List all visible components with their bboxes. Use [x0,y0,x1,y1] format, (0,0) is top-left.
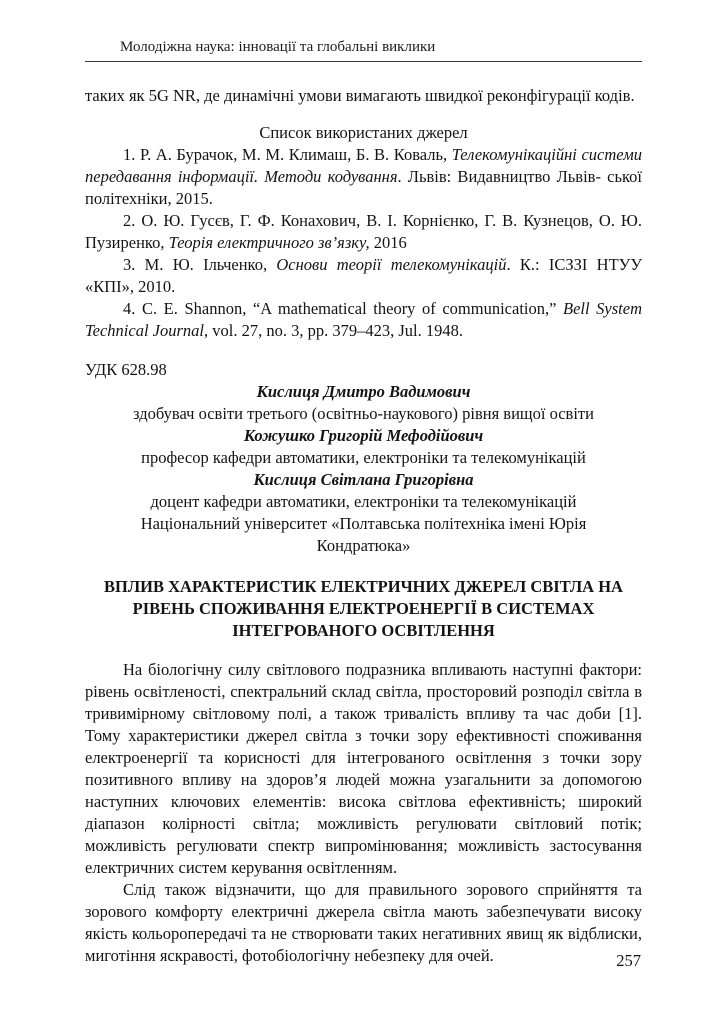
body-paragraph-1: На біологічну силу світлового подразника впливають наступні фактори: рівень освітленості, спектральний склад світла, просторовий розподіл світла в тривимірному світловому полі, а також тривалість впливу та час доби [1]. Тому характеристики джерел світла з точки зору ефективності споживання електроенергії та корисності для інтегрованого освітлення з точки зору позитивного впливу на здоров’я людей можна узагальнити за допомогою наступних ключових елементів: висока світлова ефективність; широкий діапазон колірності світла; можливість регулювати світловий потік; можливість регулювати спектр випромінювання; можливість застосування електричних систем керування освітленням. [85,660,642,877]
page-content [85,38,642,967]
author-name-1: Кислиця Дмитро Вадимович [256,382,471,401]
reference-title-italic: Bell System Technical Journal [85,299,643,340]
reference-title-italic: Теорія електричного зв’язку, [168,233,370,252]
reference-text: , vol. 27, no. 3, pp. 379–423, Jul. 1948. [204,321,463,340]
reference-item-2 [85,210,642,254]
page-number: 257 [616,951,641,970]
article-title: ВПЛИВ ХАРАКТЕРИСТИК ЕЛЕКТРИЧНИХ ДЖЕРЕЛ СВІТЛА НА РІВЕНЬ СПОЖИВАННЯ ЕЛЕКТРОЕНЕРГІЇ В СИСТЕМАХ ІНТЕГРОВАНОГО ОСВІТЛЕННЯ [104,577,623,640]
running-header: Молодіжна наука: інновації та глобальні виклики [120,39,436,55]
reference-text: 4. C. E. Shannon, “A mathematical theory of communication,” [123,299,564,318]
reference-item-1 [85,144,642,210]
reference-title-italic: Телекомунікаційні системи передавання інформації. Методи кодування [85,145,642,186]
references-heading: Список використаних джерел [259,123,468,142]
body-paragraph-2: Слід також відзначити, що для правильного зорового сприйняття та зорового комфорту електричні джерела світла мають забезпечувати високу якість кольоропередачі та не створювати таких негативних явищ як відблиски, миготіння яскравості, фотобіологічну небезпеку для очей. [85,880,642,965]
author-role-2: професор кафедри автоматики, електроніки та телекомунікацій [141,448,586,467]
reference-text: 2016 [369,233,407,252]
reference-title-italic: Основи теорії телекомунікацій [276,255,507,274]
reference-text: 2. О. Ю. Гусєв, Г. Ф. Конахович, В. І. Корнієнко, Г. В. Кузнецов, О. Ю. Пузиренко, [85,211,642,252]
reference-text: 3. М. Ю. Ільченко, [123,255,277,274]
author-role-3: доцент кафедри автоматики, електроніки та телекомунікацій [150,492,577,511]
reference-text: . К.: ІСЗЗІ НТУУ «КПІ», 2010. [85,255,643,296]
reference-item-3 [85,254,642,298]
author-name-3: Кислиця Світлана Григорівна [253,470,474,489]
header-rule [85,61,642,62]
reference-text: 1. Р. А. Бурачок, М. М. Климаш, Б. В. Коваль, [123,145,452,164]
intro-paragraph: таких як 5G NR, де динамічні умови вимагають швидкої реконфігурації кодів. [85,86,635,105]
author-name-2: Кожушко Григорій Мефодійович [243,426,484,445]
author-role-1: здобувач освіти третього (освітньо-наукового) рівня вищої освіти [133,404,594,423]
reference-item-4 [85,298,642,342]
affiliation: Національний університет «Полтавська політехніка імені Юрія Кондратюка» [140,514,587,555]
authors-block [85,381,642,557]
reference-text: . Львів: Видавництво Львів- ської політехніки, 2015. [85,167,642,208]
udc-code: УДК 628.98 [85,360,167,379]
